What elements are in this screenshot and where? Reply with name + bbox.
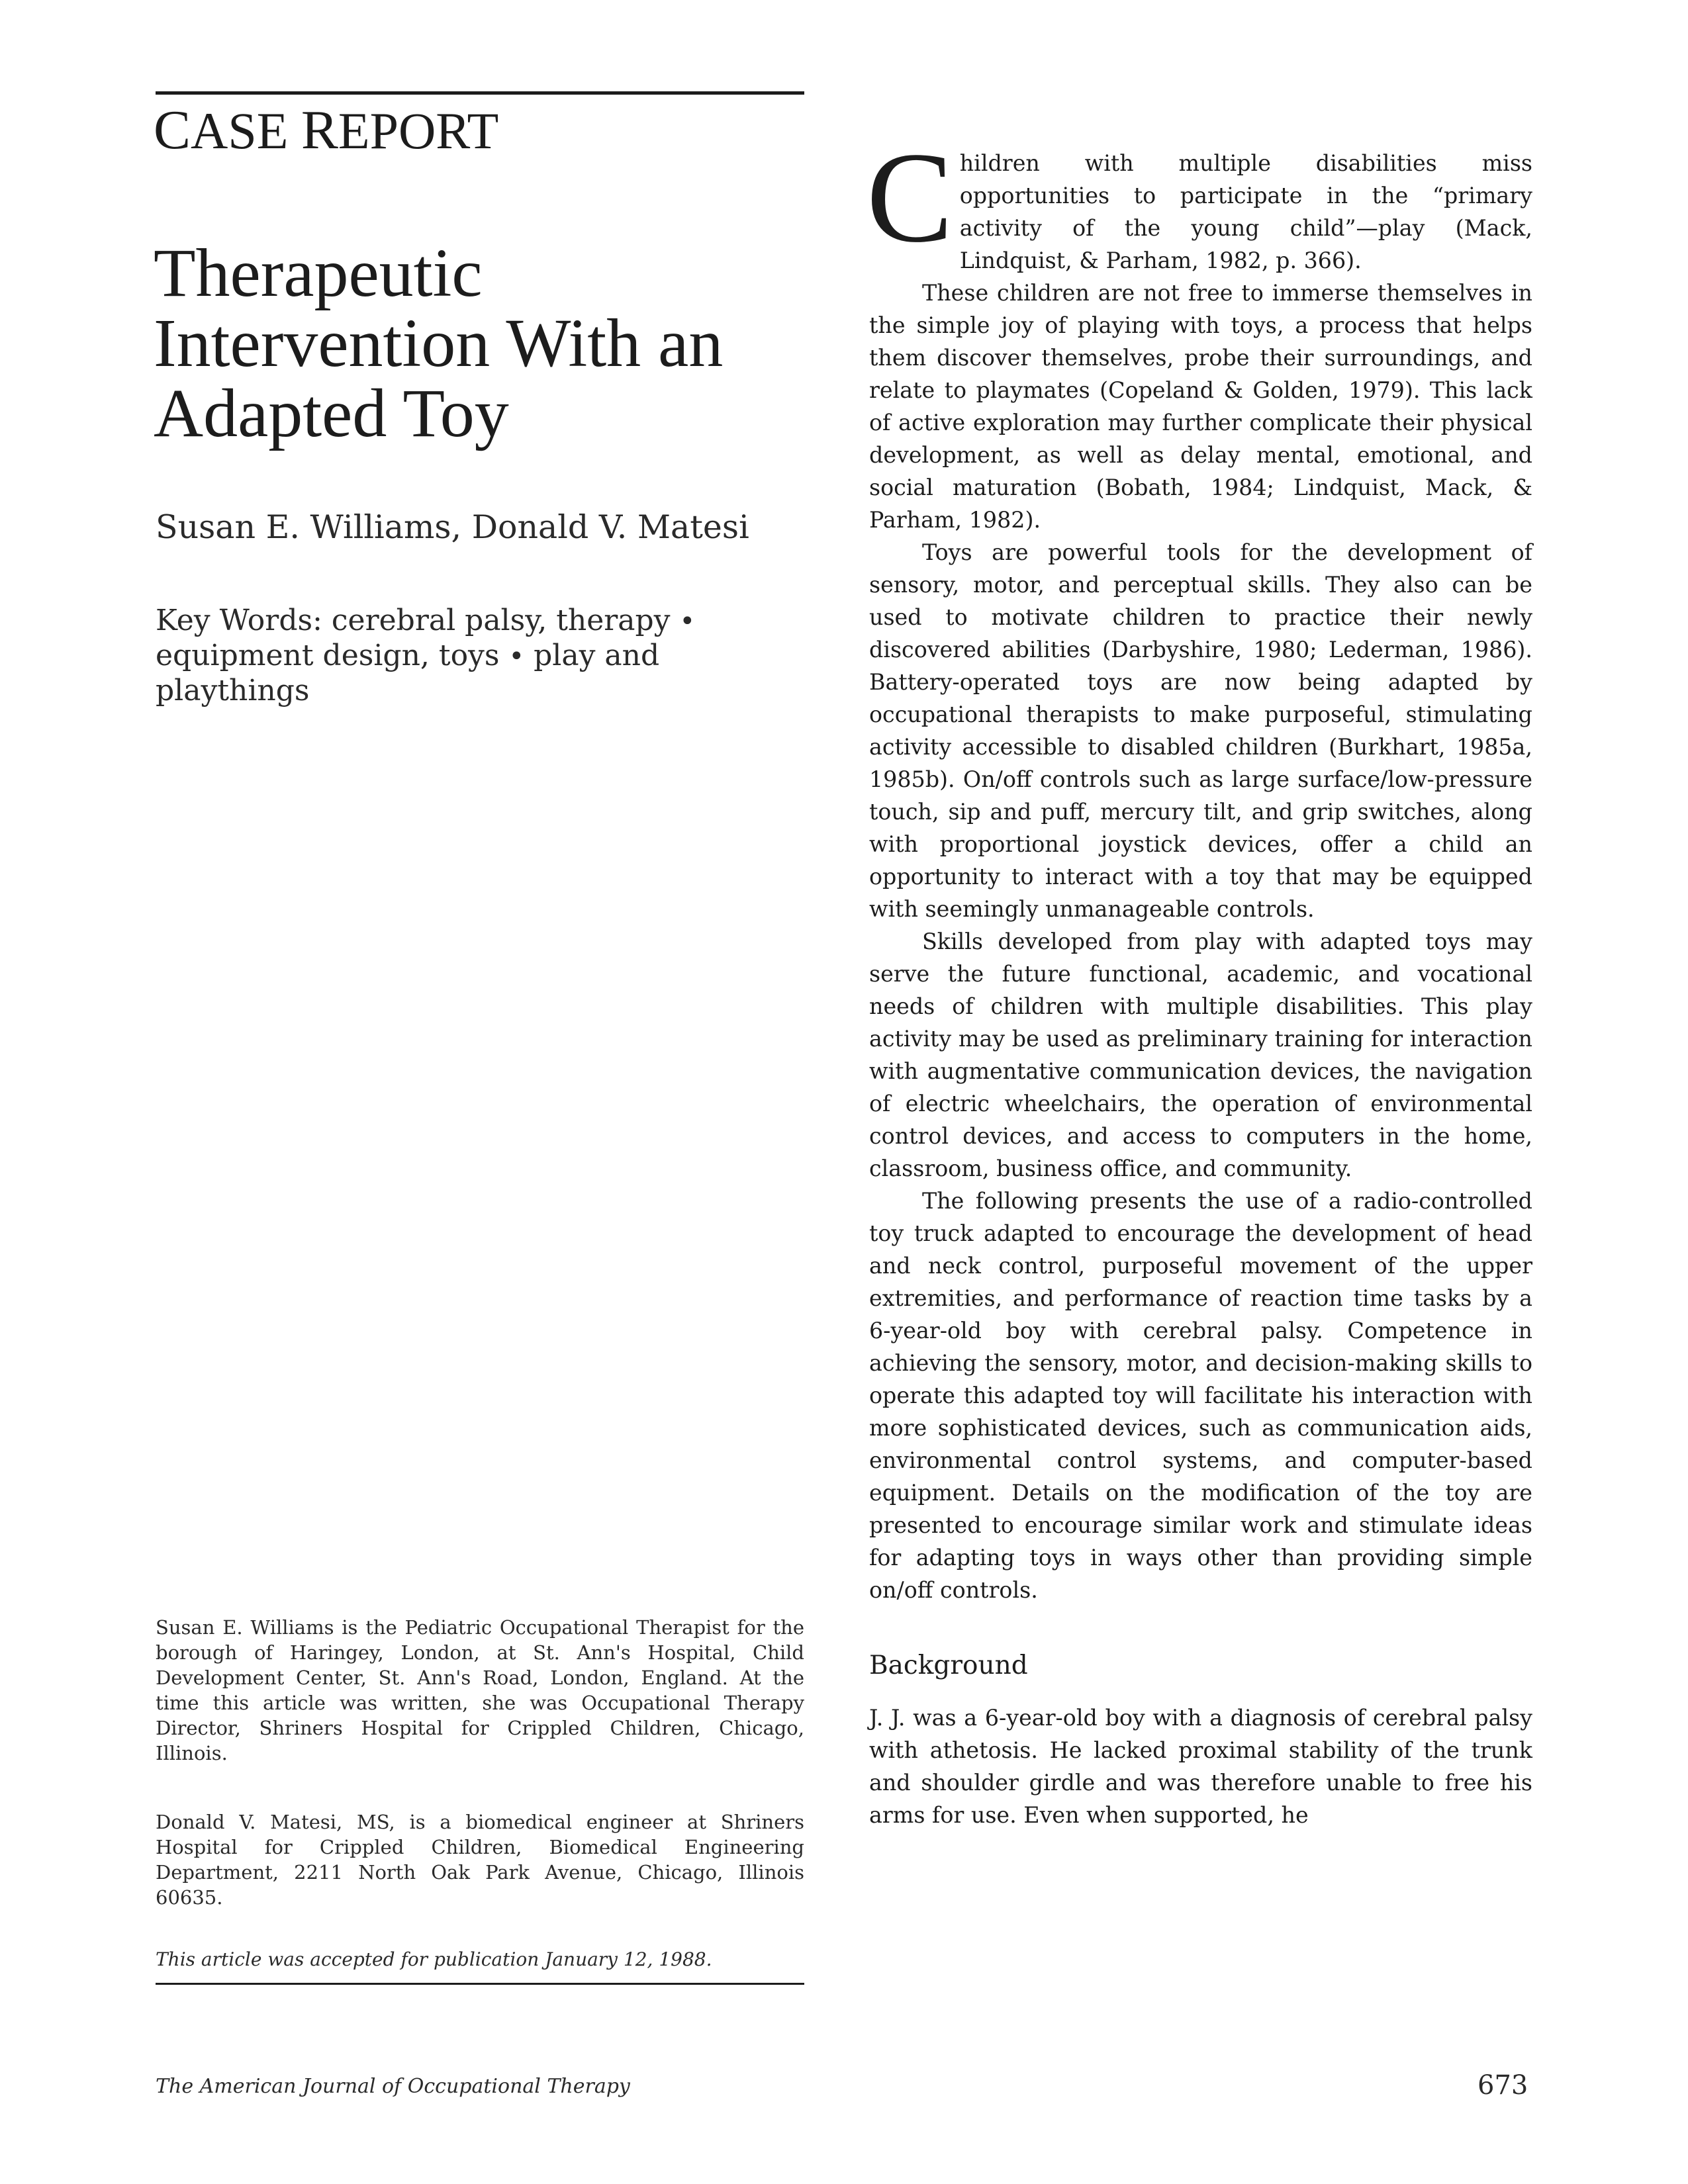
keywords <box>156 604 811 708</box>
drop-cap: C <box>867 126 953 269</box>
body-paragraph: Children with multiple disabilities miss opportunities to participate in the “primary activity of the young child”—play (Mack, Lindquist, & Parham, 1982, p. 366). <box>867 126 1532 273</box>
bullet-icon: • <box>679 606 696 637</box>
body-paragraph: The following presents the use of a radio-controlled toy truck adapted to encourage the development of head and neck control, purposeful movement of the upper extremities, and performance of reaction time tasks by a 6-year-old boy with cerebral palsy. Competence in achieving the sensory, motor, and decision-making skills to operate this adapted toy will facilitate his interaction with more sophisticated devices, such as communication aids, environmental control systems, and computer-based equipment. Details on the modification of the toy are presented to encourage similar work and stimulate ideas for adapting toys in ways other than providing simple on/off controls. <box>869 1188 1532 1603</box>
author-note-matesi: Donald V. Matesi, MS, is a biomedical engineer at Shriners Hospital for Crippled Children, Biomedical Engineering Department, 2211 North Oak Park Avenue, Chicago, Illinois 60635. <box>156 1811 804 1909</box>
article-title: Therapeutic Intervention With an Adapted Toy <box>154 235 724 451</box>
body-paragraph: J. J. was a 6-year-old boy with a diagnosis of cerebral palsy with athetosis. He lacked proximal stability of the trunk and shoulder girdle and was therefore unable to free his arms for use. Even when supported, he <box>869 1705 1532 1828</box>
notes-rule <box>156 1983 804 1985</box>
keyword-term: cerebral palsy, therapy <box>331 604 671 637</box>
body-paragraph: These children are not free to immerse themselves in the simple joy of playing with toys, a process that helps them discover themselves, probe their surroundings, and relate to playmates (Copeland & Golden, 1979). This lack of active exploration may further complicate their physical development, as well as delay mental, emotional, and social maturation (Bobath, 1984; Lindquist, Mack, & Parham, 1982). <box>869 280 1532 533</box>
author-note-williams: Susan E. Williams is the Pediatric Occupational Therapist for the borough of Haringey, London, at St. Ann's Hospital, Child Development Center, St. Ann's Road, London, England. At the time this article was written, she was Occupational Therapy Director, Shriners Hospital for Crippled Children, Chicago, Illinois. <box>156 1616 804 1764</box>
body-paragraph: Skills developed from play with adapted toys may serve the future functional, academic, and vocational needs of children with multiple disabilities. This play activity may be used as preliminary training for interaction with augmentative communication devices, the navigation of electric wheelchairs, the operation of environmental control devices, and access to computers in the home, classroom, business office, and community. <box>869 929 1532 1181</box>
article-authors: Susan E. Williams, Donald V. Matesi <box>156 508 749 546</box>
keyword-term: equipment design, toys <box>156 639 500 672</box>
section-label: CASE REPORT <box>154 99 499 161</box>
bullet-icon: • <box>508 641 525 672</box>
keywords-label: Key Words: <box>156 604 322 637</box>
accepted-note: This article was accepted for publication January 12, 1988. <box>156 1948 712 1970</box>
body-paragraph: Toys are powerful tools for the development of sensory, motor, and perceptual skills. They also can be used to motivate children to practice their newly discovered abilities (Darbyshire, 1980; Lederman, 1986). Battery-operated toys are now being adapted by occupational therapists to make purposeful, stimulating activity accessible to disabled children (Burkhart, 1985a, 1985b). On/off controls such as large surface/low-pressure touch, sip and puff, mercury tilt, and grip switches, along with proportional joystick devices, offer a child an opportunity to interact with a toy that may be equipped with seemingly unmanageable controls. <box>869 539 1532 922</box>
journal-name: The American Journal of Occupational Therapy <box>156 2075 630 2098</box>
section-heading-background: Background <box>869 1651 1028 1680</box>
keyword-term: play and playthings <box>156 639 660 707</box>
page-number: 673 <box>1477 2070 1528 2101</box>
body-column <box>867 126 1532 1831</box>
header-rule <box>156 91 804 95</box>
